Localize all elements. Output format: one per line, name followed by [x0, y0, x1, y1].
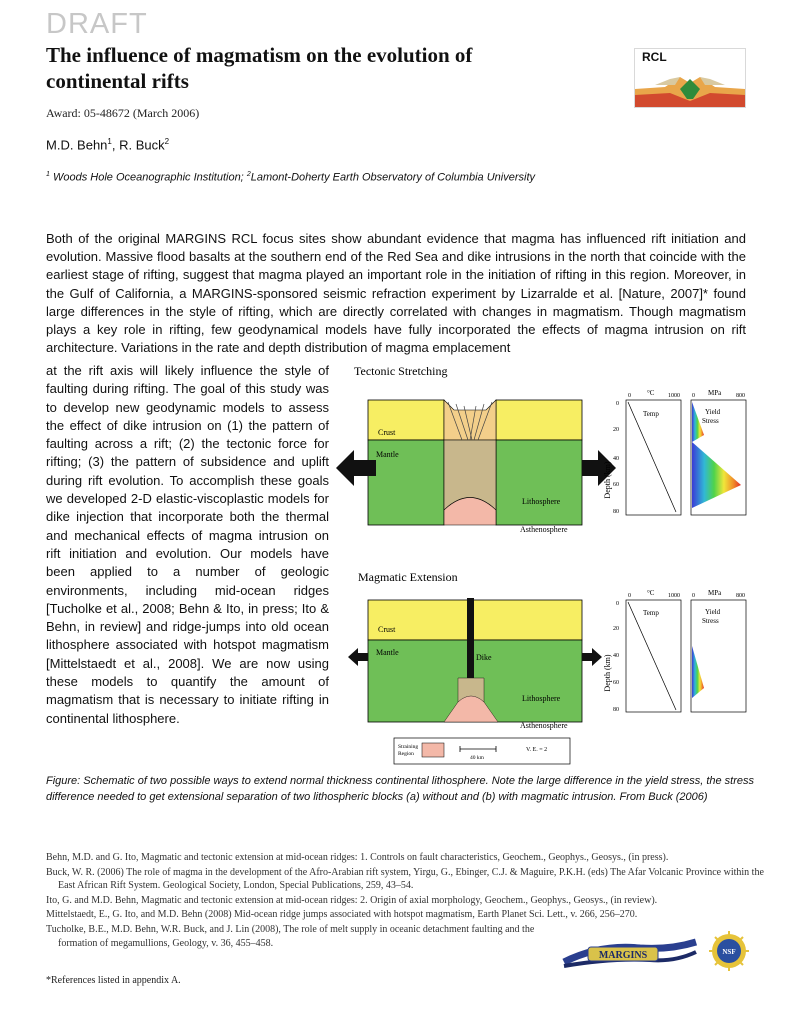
- legend-ve: V. E. = 2: [526, 747, 548, 753]
- legend-straining: Straining: [398, 744, 419, 750]
- temp-unit: °C: [647, 389, 655, 397]
- figure-caption: Figure: Schematic of two possible ways to extend normal thickness continental lithosphere. Note the large difference in the yield stress, the stress difference needed to get extensional separation of two lithospheric blocks (a) without and (b) with magmatic intrusion. From Buck (2006): [46, 775, 755, 803]
- crust-b: [368, 600, 582, 640]
- temp-tick: 1000: [668, 393, 680, 399]
- figure-legend: [394, 738, 570, 764]
- panel-a-title: Tectonic Stretching: [354, 364, 448, 378]
- draft-watermark: DRAFT: [46, 8, 148, 40]
- nsf-logo: [708, 930, 750, 972]
- depth-tick: 0: [616, 601, 619, 607]
- temp-profile: [628, 402, 676, 512]
- figure-schematic: [336, 360, 776, 770]
- crust-right: [496, 400, 582, 440]
- arrow-right-small-icon: [582, 648, 602, 666]
- reference-item: Mittelstaedt, E., G. Ito, and M.D. Behn (2008) Mid-ocean ridge jumps associated with hotspot magmatism, Earth Planet Sci. Lett., v. 266, 256–270.: [46, 909, 638, 921]
- stress-label: Yield: [705, 608, 721, 616]
- legend-scale: 40 km: [470, 755, 484, 761]
- author-name: M.D. Behn: [46, 137, 108, 153]
- depth-tick: 40: [613, 456, 619, 462]
- legend-swatch: [422, 743, 444, 757]
- dike: [467, 598, 474, 678]
- affil-name: Woods Hole Oceanographic Institution;: [52, 171, 244, 184]
- stress-tick: 800: [736, 593, 745, 599]
- stress-unit: MPa: [708, 389, 722, 397]
- author-sup: 2: [164, 137, 170, 146]
- page-title: The influence of magmatism on the evolution of continental rifts: [46, 43, 473, 93]
- affil-sup: 1: [46, 171, 50, 178]
- stress-tick: 0: [692, 393, 695, 399]
- panel-a-profiles: [603, 389, 746, 515]
- stress-profile-b: [692, 646, 704, 698]
- margins-logo: [560, 938, 700, 972]
- temp-label: Temp: [643, 410, 659, 418]
- depth-axis-label: Depth (km): [603, 461, 612, 499]
- label-asthenosphere: Asthenosphere: [520, 525, 568, 534]
- stress-label: Stress: [702, 417, 719, 425]
- reference-item: Behn, M.D. and G. Ito, Magmatic and tectonic extension at mid-ocean ridges: 1. Controls on fault characteristics, Geochem., Geophys., Geosys., (in press).: [46, 852, 669, 863]
- stress-label: Yield: [705, 408, 721, 416]
- mantle-right: [496, 440, 582, 525]
- stress-tick: 0: [692, 593, 695, 599]
- references-list: [46, 851, 766, 951]
- author-list: M.D. Behn$^1$, R. Buck$^2$: [46, 137, 170, 153]
- label-mantle: Mantle: [376, 450, 399, 459]
- reference-item: Ito, G. and M.D. Behn, Magmatic and tectonic extension at mid-ocean ridges: 2. Origin of axial morphology, Geochem., Geophys., Geosys., (in review).: [46, 894, 658, 906]
- label-asthenosphere: Asthenosphere: [520, 721, 568, 730]
- panel-b-model: [348, 598, 602, 730]
- depth-tick: 80: [613, 509, 619, 515]
- depth-tick: 20: [613, 626, 619, 632]
- label-crust: Crust: [378, 625, 396, 634]
- rcl-logo-label: RCL: [642, 50, 667, 64]
- affiliation-line: [46, 171, 535, 184]
- label-dike: Dike: [476, 653, 492, 662]
- stress-unit: MPa: [708, 589, 722, 597]
- author-sup: 1: [107, 137, 112, 146]
- footnote: *References listed in appendix A.: [46, 975, 181, 986]
- depth-tick: 80: [613, 707, 619, 713]
- margins-logo-text: MARGINS: [598, 950, 648, 961]
- award-line: Award: 05-48672 (March 2006): [46, 106, 200, 120]
- temp-profile: [628, 602, 676, 710]
- arrow-left-small-icon: [348, 648, 368, 666]
- affil-sup: 2: [246, 171, 251, 178]
- label-mantle: Mantle: [376, 648, 399, 657]
- depth-tick: 20: [613, 427, 619, 433]
- depth-tick: 60: [613, 482, 619, 488]
- reference-item: Buck, W. R. (2006) The role of magma in the development of the Afro-Arabian rift system, Yirgu, G., Ebinger, C.J. & Maguire, P.K.H. (eds) The Afar Volcanic Province within the East African Rift System. Geological Society, London, Special Publications, 259, 43–54.: [46, 866, 764, 892]
- column-paragraph: at the rift axis will likely influence the style of faulting during rifting. The goal of this study was to develop new geodynamic models to assess the effect of dike intrusion on (1) the pattern of faulting across a rift; (2) the tectonic force for rifting; (3) the pattern of subsidence and uplift during rift evolution. To accomplish these goals we developed 2-D elastic-viscoplastic models for dike injection that incorporate both the thermal and mechanical effects of magma intrusion on rift initiation and evolution. Our models have been applied to a number of geologic environments, including mid-ocean ridges [Tucholke et al., 2008; Behn & Ito, in press; Ito & Behn, in review] and ridge-jumps into old ocean lithosphere associated with hotspot magmatism [Mittelstaedt et al., 2008]. We are now using these models to quantify the amount of magmatism that is necessary to initiate rifting in continental lithosphere.: [46, 363, 329, 726]
- nsf-logo-text: NSF: [722, 948, 736, 956]
- stress-tick: 800: [736, 393, 745, 399]
- panel-b-title: Magmatic Extension: [358, 570, 458, 584]
- label-lithosphere: Lithosphere: [522, 497, 561, 506]
- temp-tick: 0: [628, 393, 631, 399]
- intro-paragraph: Both of the original MARGINS RCL focus sites show abundant evidence that magma has influenced rift initiation and evolution. Massive flood basalts at the southern end of the Red Sea and dike intrusions in the north that coincide with the earliest stage of rifting, suggest that magma played an important role in the initiation of rifting in this region. Moreover, in the Gulf of California, a MARGINS-sponsored seismic refraction experiment by Lizarralde et al. [Nature, 2007]* found large differences in the style of rifting, which are directly correlated with changes in magmatism. Though magmatism plays a key role in rifting, few geodynamical models have fully incorporated the effects of magma intrusion on rift architecture. Variations in the rate and depth distribution of magma emplacement: [46, 231, 746, 356]
- legend-straining: Region: [398, 751, 414, 757]
- temp-tick: 0: [628, 593, 631, 599]
- temp-tick: 1000: [668, 593, 680, 599]
- rcl-logo: [634, 48, 746, 108]
- depth-tick: 0: [616, 401, 619, 407]
- author-name: R. Buck: [119, 137, 165, 153]
- depth-tick: 40: [613, 653, 619, 659]
- panel-b-profiles: [603, 589, 746, 713]
- temp-unit: °C: [647, 589, 655, 597]
- depth-axis-label: Depth (km): [603, 654, 612, 692]
- temp-label: Temp: [643, 609, 659, 617]
- affil-name: Lamont-Doherty Earth Observatory of Columbia University: [250, 171, 535, 184]
- stress-label: Stress: [702, 617, 719, 625]
- label-crust: Crust: [378, 428, 396, 437]
- depth-tick: 60: [613, 680, 619, 686]
- panel-a-model: [336, 400, 616, 534]
- stress-profile-mantle: [692, 442, 741, 508]
- label-lithosphere: Lithosphere: [522, 694, 561, 703]
- reference-item: Tucholke, B.E., M.D. Behn, W.R. Buck, and J. Lin (2008), The role of melt supply in oceanic detachment faulting and the formation of megamullions, Geology, v. 36, 455–458.: [46, 923, 535, 949]
